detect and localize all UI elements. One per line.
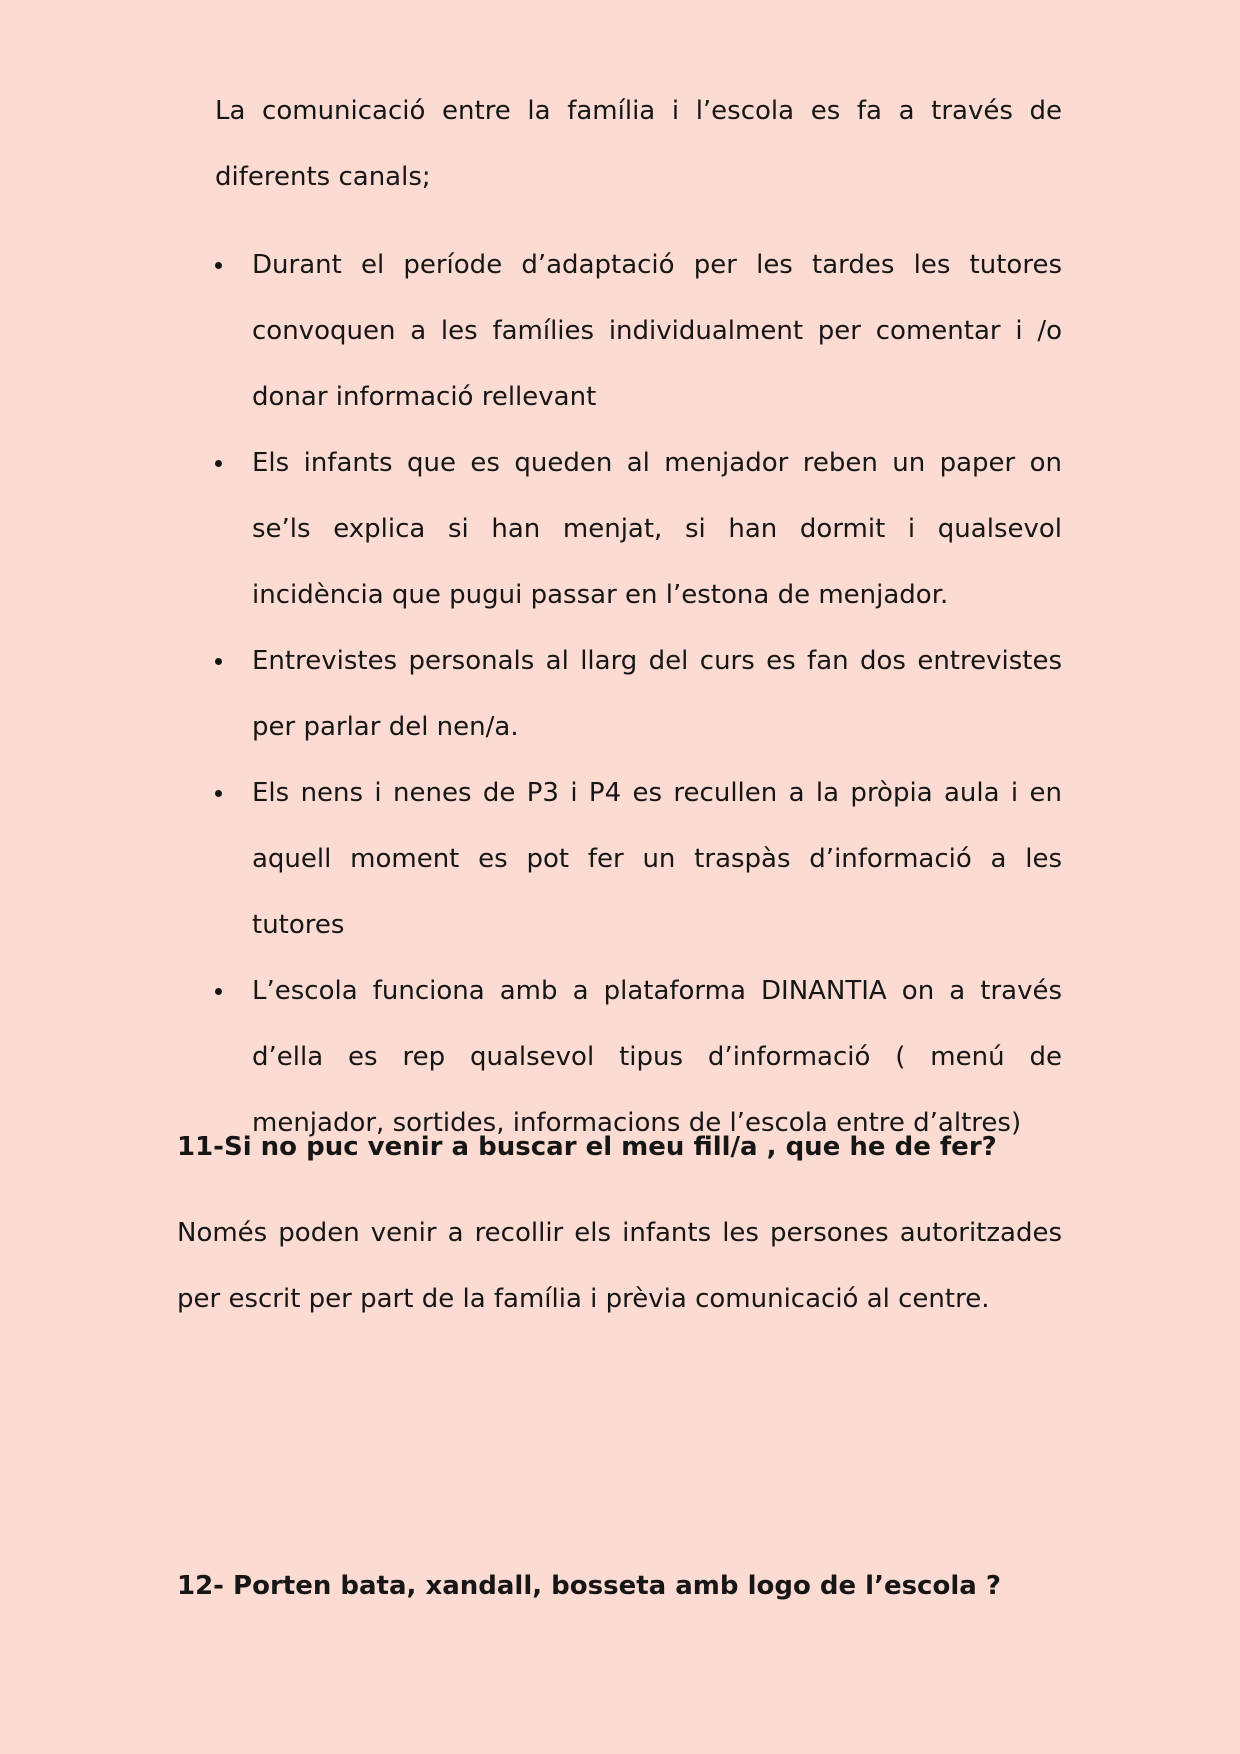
bullet-icon: [215, 460, 222, 467]
list-item-text: Els infants que es queden al menjador reben un paper on se’ls explica si han menjat, si han dormit i qualsevol incidència que pugui passar en l’estona de menjador.: [252, 448, 1062, 610]
channels-list: [215, 232, 1062, 1156]
list-item-text: L’escola funciona amb a plataforma DINANTIA on a través d’ella es rep qualsevol tipus d’informació ( menú de menjador, sortides, informacions de l’escola entre d’altres): [252, 976, 1062, 1138]
list-item: [215, 430, 1062, 628]
question-12-heading: 12- Porten bata, xandall, bosseta amb logo de l’escola ?: [177, 1571, 1001, 1601]
bullet-icon: [215, 988, 222, 995]
question-11-answer: Només poden venir a recollir els infants les persones autoritzades per escrit per part de la família i prèvia comunicació al centre.: [177, 1218, 1062, 1314]
question-11-heading: 11-Si no puc venir a buscar el meu fill/a , que he de fer?: [177, 1132, 997, 1162]
list-item: [215, 232, 1062, 430]
bullet-icon: [215, 658, 222, 665]
bullet-icon: [215, 790, 222, 797]
list-item: [215, 628, 1062, 760]
list-item-text: Durant el període d’adaptació per les tardes les tutores convoquen a les famílies individualment per comentar i /o donar informació rellevant: [252, 250, 1062, 412]
list-item: [215, 760, 1062, 958]
list-item-text: Entrevistes personals al llarg del curs es fan dos entrevistes per parlar del nen/a.: [252, 646, 1062, 742]
list-item-text: Els nens i nenes de P3 i P4 es recullen a la pròpia aula i en aquell moment es pot fer un traspàs d’informació a les tutores: [252, 778, 1062, 940]
bullet-icon: [215, 262, 222, 269]
intro-paragraph: La comunicació entre la família i l’escola es fa a través de diferents canals;: [215, 96, 1062, 192]
